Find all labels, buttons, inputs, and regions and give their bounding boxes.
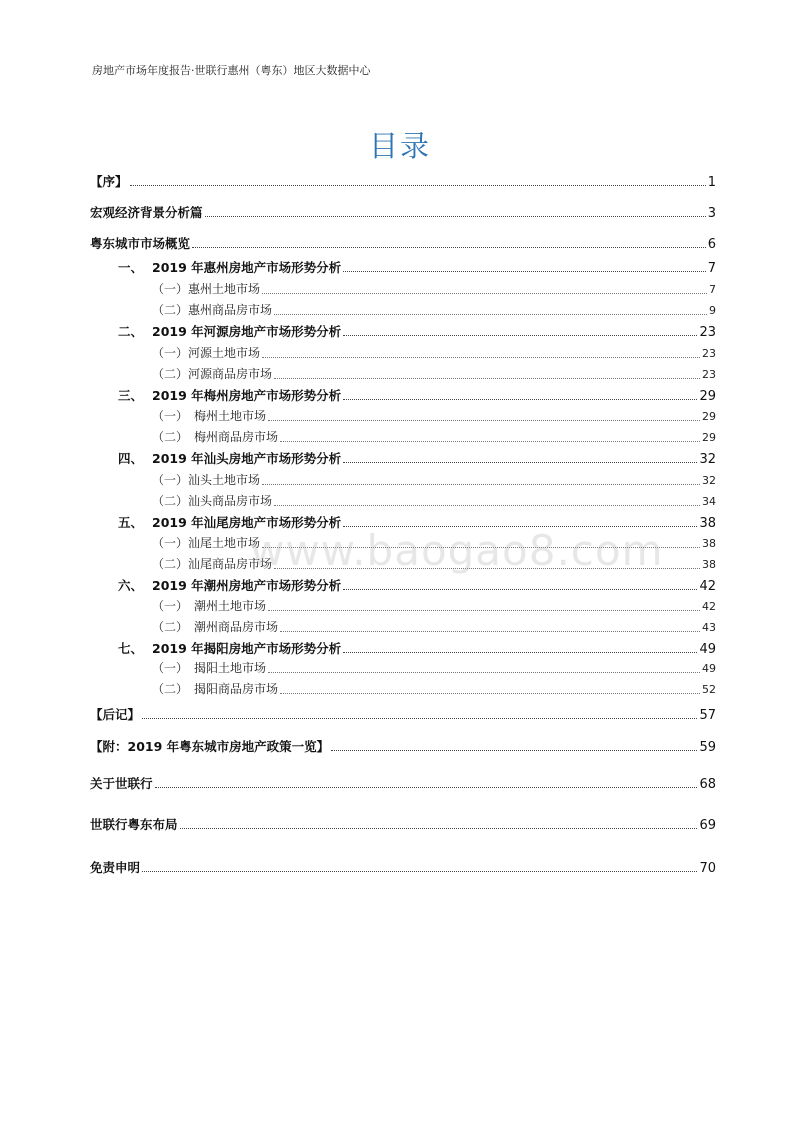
toc-page-number: 59 bbox=[699, 740, 716, 755]
toc-number: （二） bbox=[152, 557, 189, 571]
toc-page-number: 7 bbox=[707, 261, 716, 276]
dot-leader bbox=[343, 589, 697, 590]
toc-subsection[interactable] bbox=[152, 280, 716, 297]
toc-label: 【序】 bbox=[90, 174, 128, 189]
dot-leader bbox=[205, 216, 706, 217]
toc-number: 二、 bbox=[118, 324, 144, 339]
dot-leader bbox=[268, 420, 700, 421]
toc-section[interactable] bbox=[118, 322, 716, 340]
dot-leader bbox=[280, 693, 700, 694]
toc-label: 河源土地市场 bbox=[188, 346, 261, 360]
toc-page-number: 23 bbox=[699, 325, 716, 340]
toc-subsection[interactable] bbox=[152, 301, 716, 318]
dot-leader bbox=[343, 652, 697, 653]
toc-label: 关于世联行 bbox=[90, 776, 153, 791]
toc-label: 2019 年梅州房地产市场形势分析 bbox=[152, 388, 342, 403]
toc-number: 一、 bbox=[118, 260, 144, 275]
toc-label: 揭阳土地市场 bbox=[194, 661, 267, 675]
toc-label: 2019 年汕尾房地产市场形势分析 bbox=[152, 515, 342, 530]
toc-number: （一） bbox=[152, 536, 189, 550]
toc-entry[interactable] bbox=[90, 815, 716, 833]
toc-page-number: 69 bbox=[699, 818, 716, 833]
toc-page-number: 32 bbox=[702, 474, 716, 487]
toc-label: 宏观经济背景分析篇 bbox=[90, 205, 203, 220]
toc-label: 梅州土地市场 bbox=[194, 409, 267, 423]
toc-number: （二） bbox=[152, 303, 189, 317]
dot-leader bbox=[274, 378, 700, 379]
toc-section[interactable] bbox=[118, 639, 716, 657]
toc-entry[interactable] bbox=[90, 234, 716, 252]
dot-leader bbox=[192, 247, 706, 248]
toc-entry[interactable] bbox=[90, 774, 716, 792]
toc-entry[interactable] bbox=[90, 737, 716, 755]
toc-number: （一） bbox=[152, 346, 189, 360]
dot-leader bbox=[268, 610, 700, 611]
dot-leader bbox=[155, 787, 698, 788]
toc-label: 粤东城市市场概览 bbox=[90, 236, 191, 251]
toc-entry[interactable] bbox=[90, 203, 716, 221]
toc-section[interactable] bbox=[118, 258, 716, 276]
toc-label: 惠州商品房市场 bbox=[188, 303, 273, 317]
toc-page-number: 42 bbox=[702, 600, 716, 613]
toc-label: 河源商品房市场 bbox=[188, 367, 273, 381]
dot-leader bbox=[268, 672, 700, 673]
toc-subsection[interactable] bbox=[152, 344, 716, 361]
toc-label: 汕尾土地市场 bbox=[188, 536, 261, 550]
toc-number: 三、 bbox=[118, 388, 144, 403]
toc-label: 【附：2019 年粤东城市房地产政策一览】 bbox=[90, 739, 330, 754]
toc-number: 七、 bbox=[118, 641, 144, 656]
toc-label: 惠州土地市场 bbox=[188, 282, 261, 296]
dot-leader bbox=[280, 631, 700, 632]
toc-page-number: 23 bbox=[702, 368, 716, 381]
toc-subsection[interactable] bbox=[152, 680, 716, 697]
dot-leader bbox=[262, 484, 700, 485]
toc-entry[interactable] bbox=[90, 172, 716, 190]
toc-section[interactable] bbox=[118, 386, 716, 404]
toc-subsection[interactable] bbox=[152, 618, 716, 635]
toc-label: 2019 年河源房地产市场形势分析 bbox=[152, 324, 342, 339]
toc-page-number: 9 bbox=[709, 304, 716, 317]
toc-number: （一） bbox=[152, 282, 189, 296]
toc-section[interactable] bbox=[118, 449, 716, 467]
dot-leader bbox=[142, 871, 697, 872]
toc-subsection[interactable] bbox=[152, 428, 716, 445]
toc-page-number: 29 bbox=[702, 410, 716, 423]
toc-subsection[interactable] bbox=[152, 597, 716, 614]
toc-page-number: 23 bbox=[702, 347, 716, 360]
dot-leader bbox=[343, 399, 697, 400]
toc-subsection[interactable] bbox=[152, 659, 716, 676]
toc-label: 【后记】 bbox=[90, 707, 141, 722]
toc-page-number: 6 bbox=[707, 237, 716, 252]
toc-page-number: 38 bbox=[702, 558, 716, 571]
toc-label: 2019 年揭阳房地产市场形势分析 bbox=[152, 641, 342, 656]
toc-number: （一） bbox=[152, 473, 189, 487]
toc-section[interactable] bbox=[118, 576, 716, 594]
toc-number: （二） bbox=[152, 620, 189, 634]
dot-leader bbox=[180, 828, 698, 829]
toc-number: （二） bbox=[152, 367, 189, 381]
toc-label: 汕头土地市场 bbox=[188, 473, 261, 487]
toc-label: 梅州商品房市场 bbox=[194, 430, 279, 444]
toc-label: 汕尾商品房市场 bbox=[188, 557, 273, 571]
toc-subsection[interactable] bbox=[152, 365, 716, 382]
toc-entry[interactable] bbox=[90, 705, 716, 723]
toc-label: 潮州商品房市场 bbox=[194, 620, 279, 634]
toc-number: （二） bbox=[152, 494, 189, 508]
toc-page-number: 49 bbox=[702, 662, 716, 675]
toc-page-number: 1 bbox=[707, 175, 716, 190]
toc-number: 五、 bbox=[118, 515, 144, 530]
toc-page-number: 29 bbox=[702, 431, 716, 444]
dot-leader bbox=[343, 335, 697, 336]
toc-number: （二） bbox=[152, 430, 189, 444]
dot-leader bbox=[343, 462, 697, 463]
toc-page-number: 68 bbox=[699, 777, 716, 792]
toc-label: 2019 年汕头房地产市场形势分析 bbox=[152, 451, 342, 466]
toc-page-number: 38 bbox=[699, 516, 716, 531]
toc-label: 汕头商品房市场 bbox=[188, 494, 273, 508]
toc-page-number: 43 bbox=[702, 621, 716, 634]
toc-number: 六、 bbox=[118, 578, 144, 593]
toc-subsection[interactable] bbox=[152, 492, 716, 509]
dot-leader bbox=[142, 718, 697, 719]
toc-number: （二） bbox=[152, 682, 189, 696]
toc-label: 潮州土地市场 bbox=[194, 599, 267, 613]
watermark: www.baogao8.com bbox=[250, 526, 664, 575]
toc-entry[interactable] bbox=[90, 858, 716, 876]
toc-page-number: 32 bbox=[699, 452, 716, 467]
toc-page-number: 38 bbox=[702, 537, 716, 550]
toc-subsection[interactable] bbox=[152, 407, 716, 424]
toc-number: （一） bbox=[152, 661, 189, 675]
toc-number: 四、 bbox=[118, 451, 144, 466]
dot-leader bbox=[262, 357, 700, 358]
toc-label: 免责申明 bbox=[90, 860, 141, 875]
toc-page-number: 34 bbox=[702, 495, 716, 508]
toc-page-number: 3 bbox=[707, 206, 716, 221]
dot-leader bbox=[274, 314, 707, 315]
dot-leader bbox=[343, 271, 706, 272]
toc-label: 2019 年潮州房地产市场形势分析 bbox=[152, 578, 342, 593]
toc-label: 世联行粤东布局 bbox=[90, 817, 178, 832]
dot-leader bbox=[280, 441, 700, 442]
toc-page-number: 49 bbox=[699, 642, 716, 657]
page-title: 目录 bbox=[368, 129, 431, 163]
page-header: 房地产市场年度报告·世联行惠州（粤东）地区大数据中心 bbox=[92, 64, 371, 77]
toc-subsection[interactable] bbox=[152, 471, 716, 488]
toc-page-number: 29 bbox=[699, 389, 716, 404]
toc-page-number: 7 bbox=[709, 283, 716, 296]
toc-page-number: 57 bbox=[699, 708, 716, 723]
toc-label: 2019 年惠州房地产市场形势分析 bbox=[152, 260, 342, 275]
toc-page-number: 42 bbox=[699, 579, 716, 594]
dot-leader bbox=[274, 505, 700, 506]
dot-leader bbox=[130, 185, 706, 186]
toc-number: （一） bbox=[152, 599, 189, 613]
toc-page-number: 52 bbox=[702, 683, 716, 696]
dot-leader bbox=[331, 750, 697, 751]
dot-leader bbox=[262, 293, 707, 294]
toc-number: （一） bbox=[152, 409, 189, 423]
toc-page-number: 70 bbox=[699, 861, 716, 876]
toc-label: 揭阳商品房市场 bbox=[194, 682, 279, 696]
